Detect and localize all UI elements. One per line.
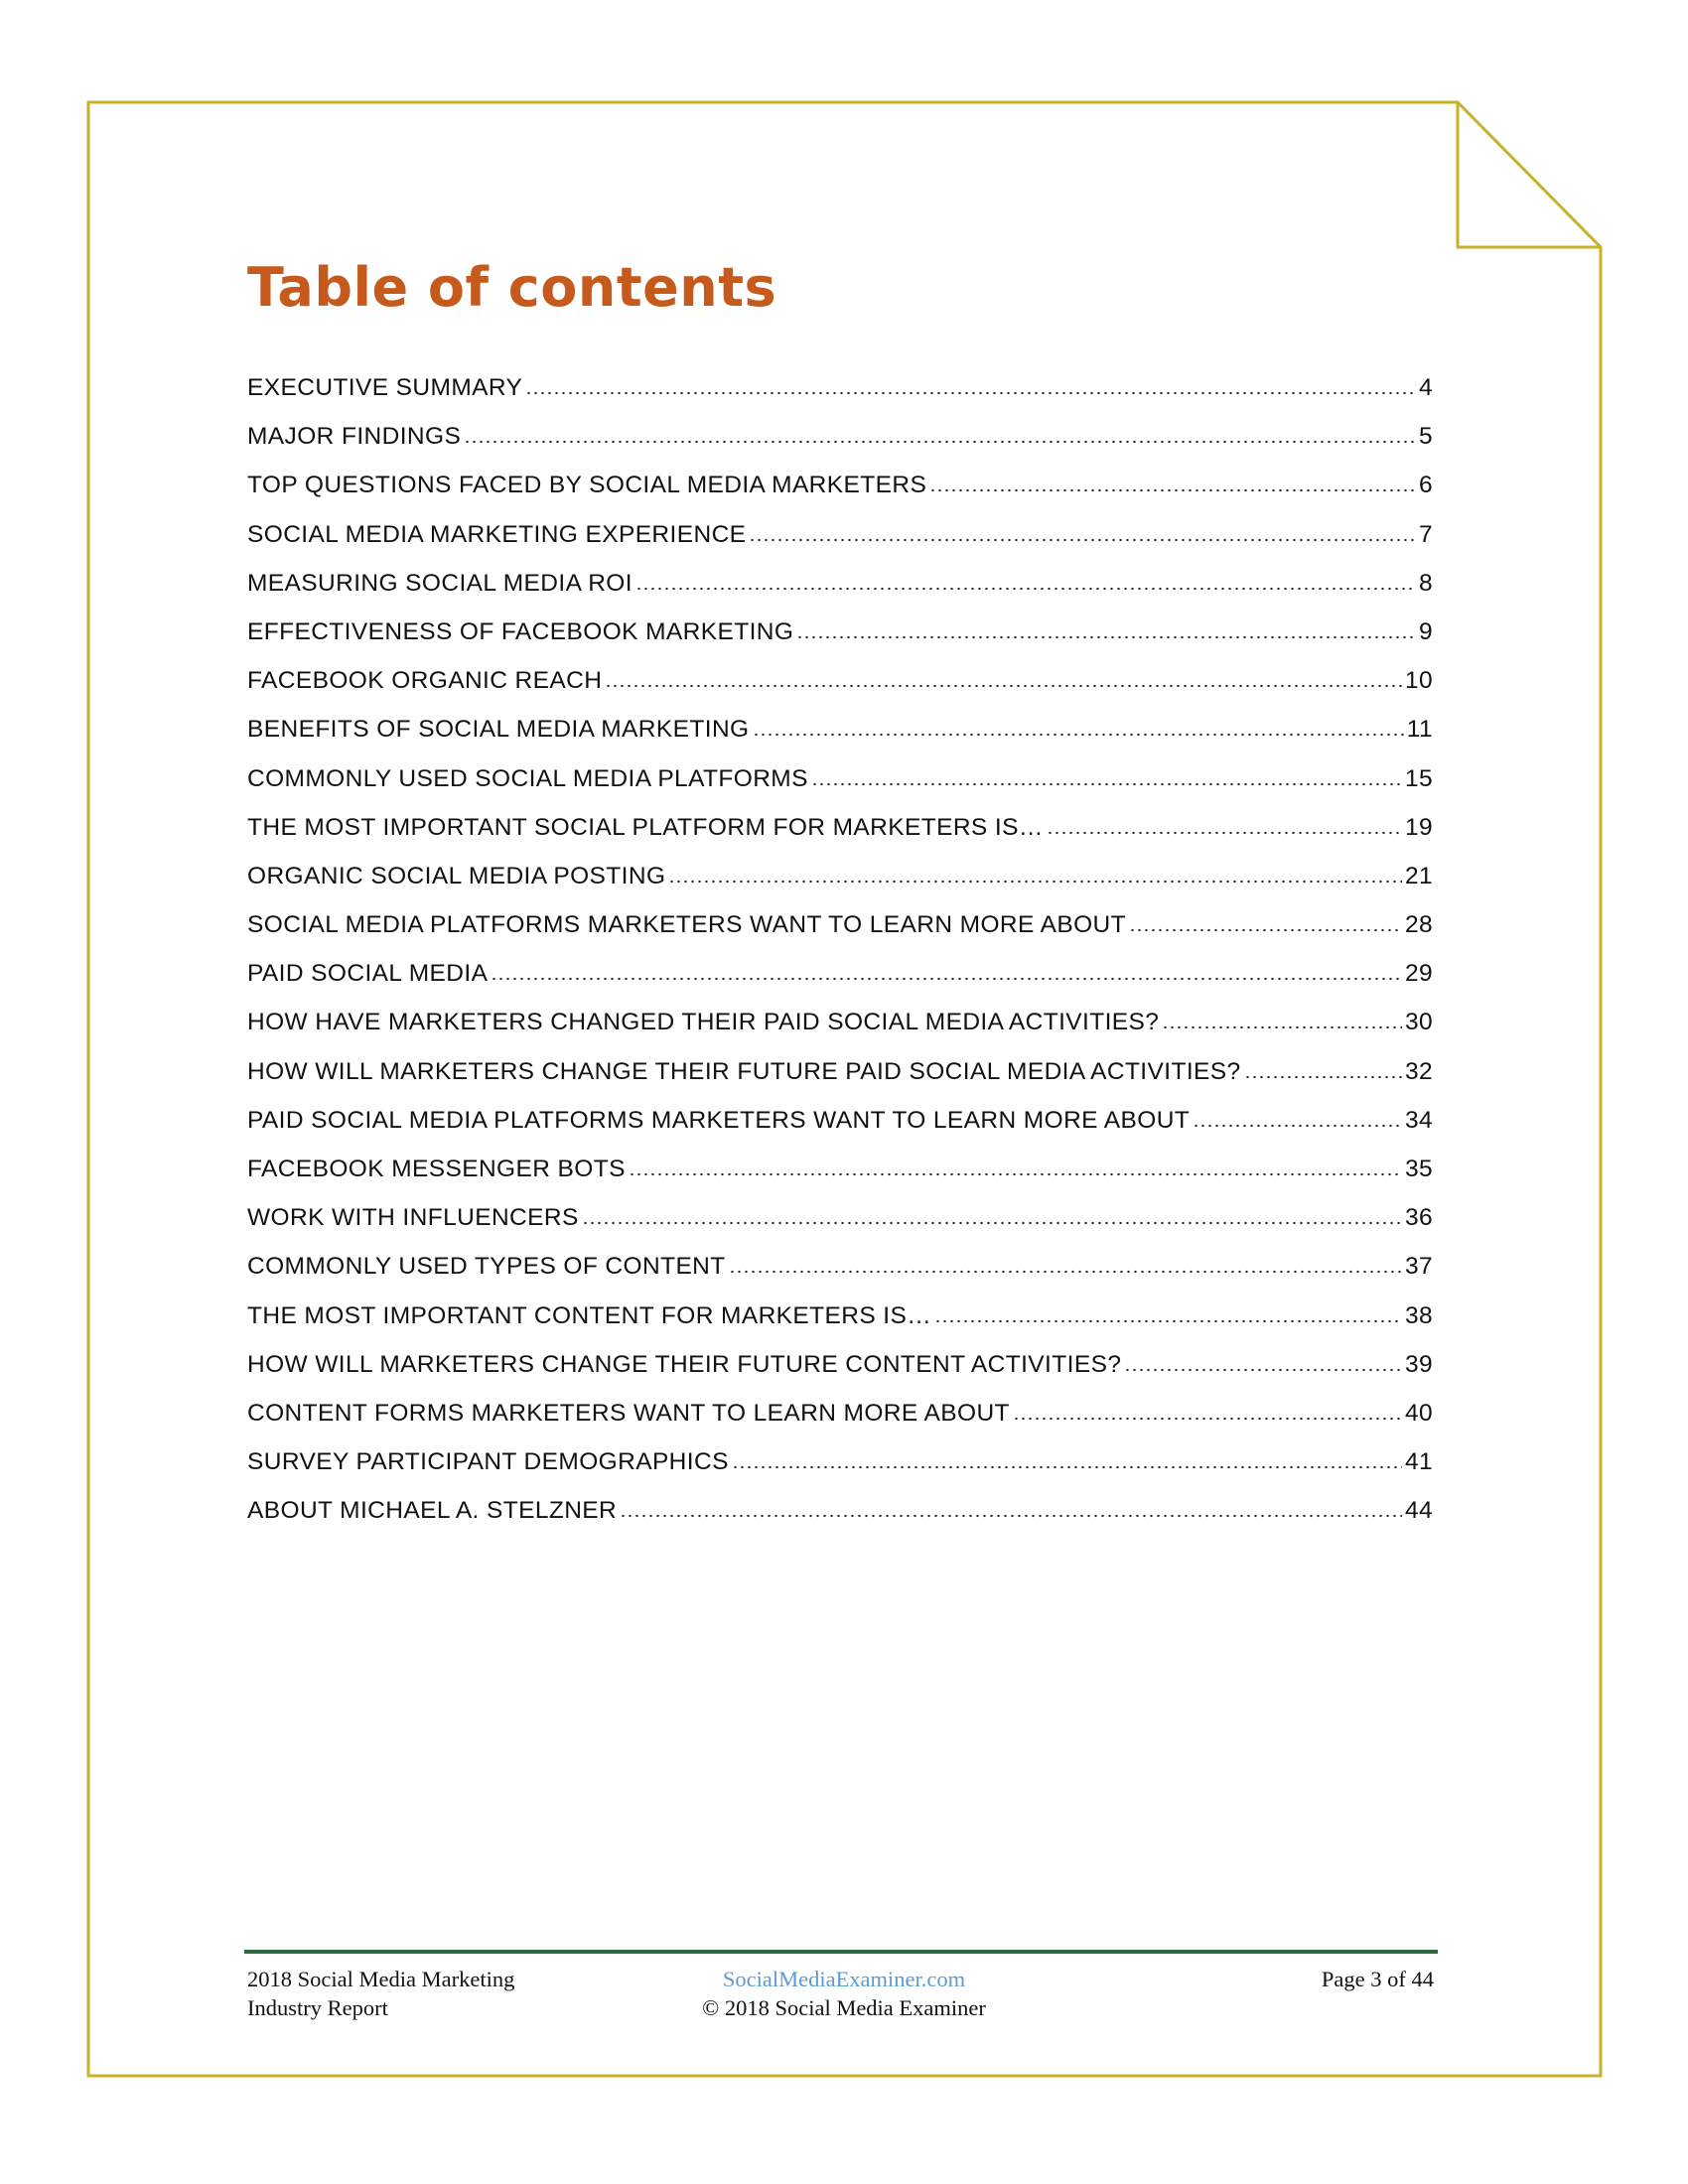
toc-dot-leader xyxy=(629,1172,1402,1176)
toc-entry-page: 44 xyxy=(1404,1497,1433,1525)
toc-entry-page: 32 xyxy=(1404,1057,1433,1085)
footer-left-line1: 2018 Social Media Marketing xyxy=(247,1967,515,1991)
toc-entry-label: COMMONLY USED TYPES OF CONTENT xyxy=(247,1253,726,1281)
toc-dot-leader xyxy=(1047,831,1402,835)
toc-entry-page: 41 xyxy=(1404,1448,1433,1476)
toc-dot-leader xyxy=(1244,1075,1402,1079)
toc-entry-page: 21 xyxy=(1404,862,1433,889)
toc-entry-page: 10 xyxy=(1404,667,1433,695)
toc-entry-page: 15 xyxy=(1404,764,1433,792)
toc-entry-page: 37 xyxy=(1404,1253,1433,1281)
footer-website-link[interactable]: SocialMediaExaminer.com xyxy=(722,1967,966,1991)
toc-entry-label: HOW HAVE MARKETERS CHANGED THEIR PAID SOCIAL MEDIA ACTIVITIES? xyxy=(247,1009,1160,1036)
toc-entry-page: 4 xyxy=(1418,374,1433,401)
toc-entry-page: 6 xyxy=(1418,472,1433,499)
toc-entry-label: THE MOST IMPORTANT CONTENT FOR MARKETERS IS… xyxy=(247,1301,932,1329)
toc-entry-label: THE MOST IMPORTANT SOCIAL PLATFORM FOR MARKETERS IS… xyxy=(247,813,1044,841)
toc-entry-label: MAJOR FINDINGS xyxy=(247,423,462,451)
toc-entry-label: EXECUTIVE SUMMARY xyxy=(247,374,523,401)
toc-dot-leader xyxy=(668,880,1402,884)
toc-entry-label: ORGANIC SOCIAL MEDIA POSTING xyxy=(247,862,666,889)
toc-entry[interactable] xyxy=(247,1400,1433,1448)
toc-entry-page: 30 xyxy=(1404,1009,1433,1036)
toc-entry[interactable] xyxy=(247,423,1433,472)
toc-dot-leader xyxy=(749,538,1416,542)
toc-entry[interactable] xyxy=(247,1107,1433,1156)
toc-dot-leader xyxy=(635,587,1416,591)
toc-dot-leader xyxy=(491,977,1402,981)
toc-dot-leader xyxy=(753,733,1404,737)
toc-dot-leader xyxy=(1013,1417,1402,1421)
toc-entry-label: SURVEY PARTICIPANT DEMOGRAPHICS xyxy=(247,1448,729,1476)
toc-entry-label: FACEBOOK MESSENGER BOTS xyxy=(247,1156,626,1182)
toc-dot-leader xyxy=(934,1319,1402,1323)
toc-entry-page: 28 xyxy=(1404,911,1433,939)
toc-entry-label: SOCIAL MEDIA MARKETING EXPERIENCE xyxy=(247,520,747,548)
toc-dot-leader xyxy=(582,1221,1402,1225)
toc-entry-page: 9 xyxy=(1418,617,1433,645)
toc-entry-page: 11 xyxy=(1406,716,1433,744)
toc-entry-page: 19 xyxy=(1404,813,1433,841)
toc-entry-page: 35 xyxy=(1404,1156,1433,1182)
toc-entry-label: WORK WITH INFLUENCERS xyxy=(247,1204,579,1232)
footer-copyright: © 2018 Social Media Examiner xyxy=(702,1995,986,2020)
toc-entry[interactable] xyxy=(247,1253,1433,1301)
toc-entry[interactable] xyxy=(247,1058,1433,1107)
page-title: Table of contents xyxy=(247,256,777,319)
toc-entry-label: TOP QUESTIONS FACED BY SOCIAL MEDIA MARKETERS xyxy=(247,472,927,499)
toc-dot-leader xyxy=(1193,1124,1402,1128)
footer-left-line2: Industry Report xyxy=(247,1995,388,2020)
toc-entry[interactable] xyxy=(247,618,1433,667)
toc-dot-leader xyxy=(525,391,1416,395)
toc-dot-leader xyxy=(929,488,1416,492)
toc-dot-leader xyxy=(796,635,1416,639)
toc-entry-label: HOW WILL MARKETERS CHANGE THEIR FUTURE CONTENT ACTIVITIES? xyxy=(247,1350,1122,1378)
toc-entry-page: 38 xyxy=(1404,1301,1433,1329)
toc-entry-page: 34 xyxy=(1404,1106,1433,1134)
toc-entry[interactable] xyxy=(247,716,1433,764)
footer-center xyxy=(635,1965,1053,2022)
toc-entry[interactable] xyxy=(247,1009,1433,1057)
toc-entry[interactable] xyxy=(247,521,1433,570)
toc-entry-label: PAID SOCIAL MEDIA PLATFORMS MARKETERS WANT TO LEARN MORE ABOUT xyxy=(247,1106,1191,1134)
footer-divider xyxy=(244,1950,1438,1954)
toc-entry-page: 8 xyxy=(1418,569,1433,597)
toc-entry-page: 39 xyxy=(1404,1350,1433,1378)
toc-entry[interactable] xyxy=(247,667,1433,716)
toc-entry[interactable] xyxy=(247,570,1433,618)
toc-entry-page: 29 xyxy=(1404,960,1433,988)
toc-entry-label: MEASURING SOCIAL MEDIA ROI xyxy=(247,569,633,597)
toc-entry-label: BENEFITS OF SOCIAL MEDIA MARKETING xyxy=(247,716,750,744)
toc-entry[interactable] xyxy=(247,765,1433,814)
toc-dot-leader xyxy=(620,1514,1402,1518)
toc-entry[interactable] xyxy=(247,1204,1433,1253)
toc-entry[interactable] xyxy=(247,1448,1433,1497)
toc-dot-leader xyxy=(1124,1368,1402,1372)
toc-entry-label: SOCIAL MEDIA PLATFORMS MARKETERS WANT TO LEARN MORE ABOUT xyxy=(247,911,1126,939)
toc-entry[interactable] xyxy=(247,814,1433,863)
footer-report-name xyxy=(247,1965,514,2022)
toc-entry[interactable] xyxy=(247,863,1433,911)
toc-entry[interactable] xyxy=(247,960,1433,1009)
toc-entry-label: PAID SOCIAL MEDIA xyxy=(247,960,489,988)
toc-dot-leader xyxy=(464,440,1416,444)
toc-entry-label: CONTENT FORMS MARKETERS WANT TO LEARN MORE ABOUT xyxy=(247,1399,1010,1427)
toc-dot-leader xyxy=(605,684,1402,688)
toc-dot-leader xyxy=(729,1270,1402,1274)
toc-entry-page: 7 xyxy=(1418,520,1433,548)
toc-dot-leader xyxy=(1129,928,1402,932)
toc-entry-page: 5 xyxy=(1418,423,1433,451)
toc-entry-label: FACEBOOK ORGANIC REACH xyxy=(247,667,603,695)
toc-dot-leader xyxy=(811,782,1402,786)
toc-dot-leader xyxy=(1162,1025,1402,1029)
toc-entry-label: ABOUT MICHAEL A. STELZNER xyxy=(247,1497,618,1525)
toc-entry-label: COMMONLY USED SOCIAL MEDIA PLATFORMS xyxy=(247,764,808,792)
toc-entry[interactable] xyxy=(247,1497,1433,1546)
toc-entry[interactable] xyxy=(247,374,1433,423)
toc-entry[interactable] xyxy=(247,472,1433,520)
toc-dot-leader xyxy=(732,1465,1402,1469)
footer-page-number: Page 3 of 44 xyxy=(1321,1967,1434,1991)
toc-entry-page: 40 xyxy=(1404,1399,1433,1427)
toc-entry[interactable] xyxy=(247,1302,1433,1351)
table-of-contents xyxy=(247,374,1433,1547)
toc-entry-label: HOW WILL MARKETERS CHANGE THEIR FUTURE PAID SOCIAL MEDIA ACTIVITIES? xyxy=(247,1057,1241,1085)
toc-entry[interactable] xyxy=(247,1156,1433,1204)
toc-entry-page: 36 xyxy=(1404,1204,1433,1232)
toc-entry[interactable] xyxy=(247,1351,1433,1400)
toc-entry-label: EFFECTIVENESS OF FACEBOOK MARKETING xyxy=(247,617,794,645)
toc-entry[interactable] xyxy=(247,911,1433,960)
